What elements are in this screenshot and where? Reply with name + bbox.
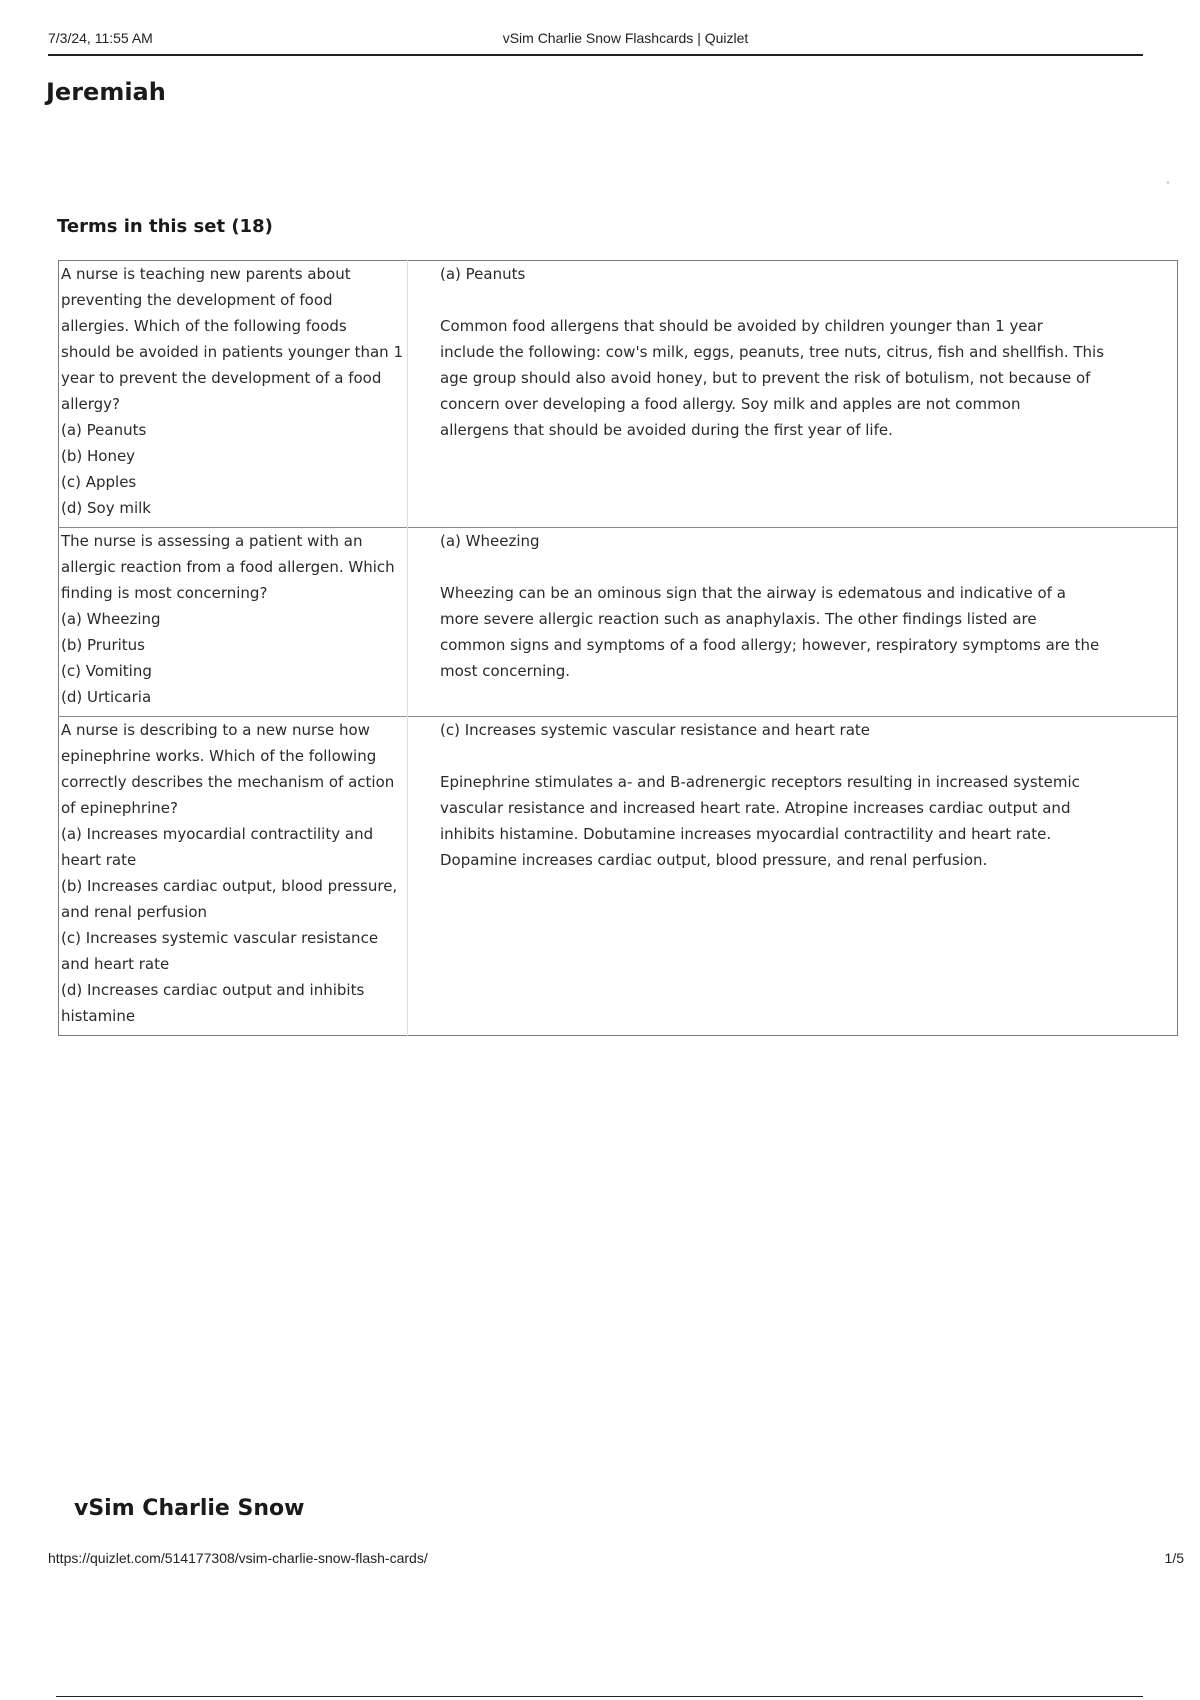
terms-heading: Terms in this set (18) [57,216,273,237]
term-line: correctly describes the mechanism of action [61,773,395,791]
term-line: (c) Vomiting [61,662,152,680]
term-line: year to prevent the development of a food [61,369,382,387]
terms-table [58,260,1178,1036]
term-line: (c) Apples [61,473,137,491]
term-line: (a) Wheezing [61,610,161,628]
term-line: (d) Increases cardiac output and inhibits [61,981,365,999]
term-line: allergies. Which of the following foods [61,317,347,335]
term-line: (b) Pruritus [61,636,145,654]
flashcard-definition [408,528,1178,717]
flashcard-term [59,261,408,528]
flashcard-term [59,528,408,717]
flashcard-definition [408,261,1178,528]
explanation-text: Common food allergens that should be avoided by children younger than 1 year include the following: cow's milk, eggs, peanuts, tree nuts, citrus, fish and shellfish. This age group should also avoid honey, but to prevent the risk of botulism, not because of concern over developing a food allergy. Soy milk and apples are not common allergens that should be avoided during the first year of life. [440,317,1105,439]
term-line: (a) Peanuts [61,421,147,439]
set-title: vSim Charlie Snow [74,1496,305,1521]
flashcard-row [59,528,1178,717]
page-number: 1/5 [1164,1550,1184,1566]
flashcard-row [59,261,1178,528]
term-line: histamine [61,1007,136,1025]
explanation-text: Wheezing can be an ominous sign that the airway is edematous and indicative of a more severe allergic reaction such as anaphylaxis. The other findings listed are common signs and symptoms of a food allergy; however, respiratory symptoms are the most concerning. [440,584,1100,680]
term-line: (d) Urticaria [61,688,152,706]
answer-text: (a) Peanuts [440,265,526,283]
print-header [48,30,1143,56]
term-line: finding is most concerning? [61,584,268,602]
term-line: (c) Increases systemic vascular resistance [61,929,379,947]
term-line: (d) Soy milk [61,499,151,517]
term-line: should be avoided in patients younger than 1 [61,343,403,361]
divider [56,1696,1143,1697]
term-line: (b) Honey [61,447,136,465]
term-line: allergy? [61,395,121,413]
term-line: allergic reaction from a food allergen. Which [61,558,395,576]
answer-text: (a) Wheezing [440,532,540,550]
term-line: heart rate [61,851,137,869]
term-line: epinephrine works. Which of the following [61,747,377,765]
print-page-title: vSim Charlie Snow Flashcards | Quizlet [502,30,749,46]
flashcard-term [59,717,408,1036]
dot-icon: • [1165,178,1171,189]
term-line: A nurse is teaching new parents about [61,265,351,283]
term-line: The nurse is assessing a patient with an [61,532,363,550]
flashcard-row [59,717,1178,1036]
explanation-text: Epinephrine stimulates a- and B-adrenergic receptors resulting in increased systemic vascular resistance and increased heart rate. Atropine increases cardiac output and inhibits histamine. Dobutamine increases myocardial contractility and heart rate. Dopamine increases cardiac output, blood pressure, and renal perfusion. [440,773,1080,869]
answer-text: (c) Increases systemic vascular resistance and heart rate [440,721,871,739]
author-name[interactable]: Jeremiah [46,78,166,106]
term-line: preventing the development of food [61,291,333,309]
page-url[interactable]: https://quizlet.com/514177308/vsim-charlie-snow-flash-cards/ [48,1550,428,1566]
flashcard-definition [408,717,1178,1036]
term-line: and renal perfusion [61,903,208,921]
print-date: 7/3/24, 11:55 AM [48,30,153,46]
term-line: (a) Increases myocardial contractility and [61,825,374,843]
term-line: and heart rate [61,955,170,973]
term-line: (b) Increases cardiac output, blood pressure, [61,877,398,895]
term-line: of epinephrine? [61,799,178,817]
term-line: A nurse is describing to a new nurse how [61,721,370,739]
